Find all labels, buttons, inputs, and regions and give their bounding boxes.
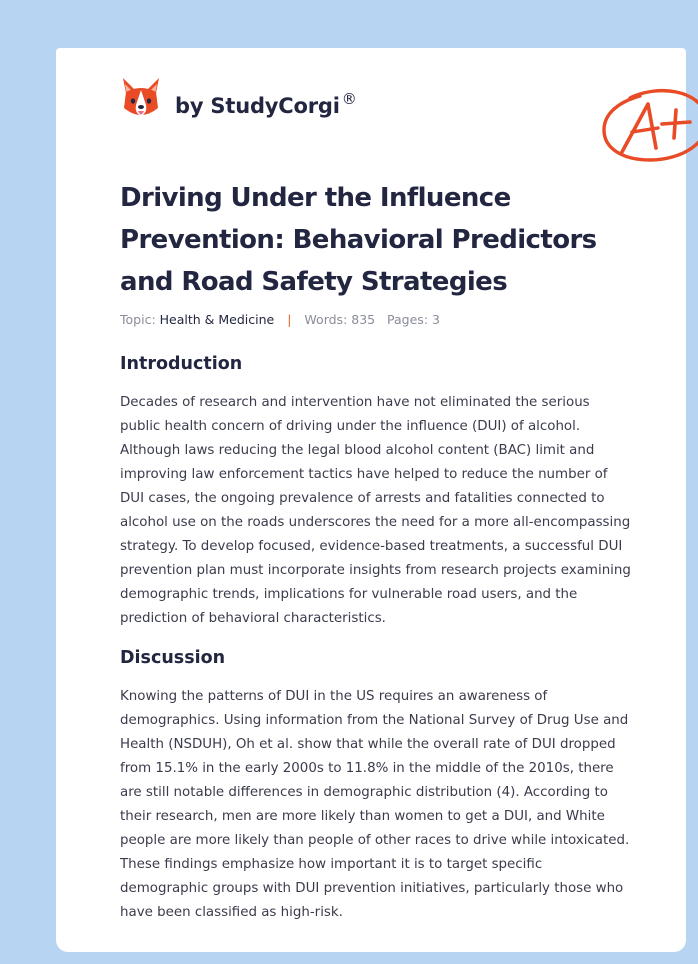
registered-mark: ® [341,90,357,108]
section-heading-introduction: Introduction [120,354,243,374]
pages-value: 3 [432,312,440,327]
brand-name[interactable] [175,90,357,118]
document-page [56,48,686,952]
header [120,76,640,146]
corgi-logo-icon [120,76,162,122]
section-text-discussion: Knowing the patterns of DUI in the US requires an awareness of demographics. Using information from the National Survey of Drug Use and Health (NSDUH), Oh et al. show that while the overall rate of DUI dropped from 15.1% in the early 2000s to 11.8% in the middle of the 2010s, there are still notable differences in demographic distribution (4). According to their research, men are more likely than women to get a DUI, and White people are more likely than people of other races to drive while intoxicated. These findings emphasize how important it is to target specific demographic groups with DUI prevention initiatives, particularly those who have been classified as high-risk. [120,689,630,920]
brand-text: by StudyCorgi [175,94,340,118]
topic-value[interactable]: Health & Medicine [159,312,275,327]
a-plus-grade-icon [600,86,698,170]
words-value: 835 [351,312,376,327]
section-heading-discussion: Discussion [120,648,226,668]
meta-separator: | [287,312,292,327]
section-text-introduction: Decades of research and intervention have not eliminated the serious public health concern of driving under the influence (DUI) of alcohol. Although laws reducing the legal blood alcohol content (BAC) limit and improving law enforcement tactics have helped to reduce the number of DUI cases, the ongoing prevalence of arrests and fatalities connected to alcohol use on the roads underscores the need for a more all-encompassing strategy. To develop focused, evidence-based treatments, a successful DUI prevention plan must incorporate insights from research projects examining demographic trends, implications for vulnerable road users, and the prediction of behavioral characteristics. [120,395,631,626]
document-title: Driving Under the Influence Prevention: Behavioral Predictors and Road Safety Strategies [120,183,597,297]
pages-label: Pages: [387,312,429,327]
words-label: Words: [304,312,348,327]
document-meta [120,312,440,327]
topic-label: Topic: [120,312,156,327]
